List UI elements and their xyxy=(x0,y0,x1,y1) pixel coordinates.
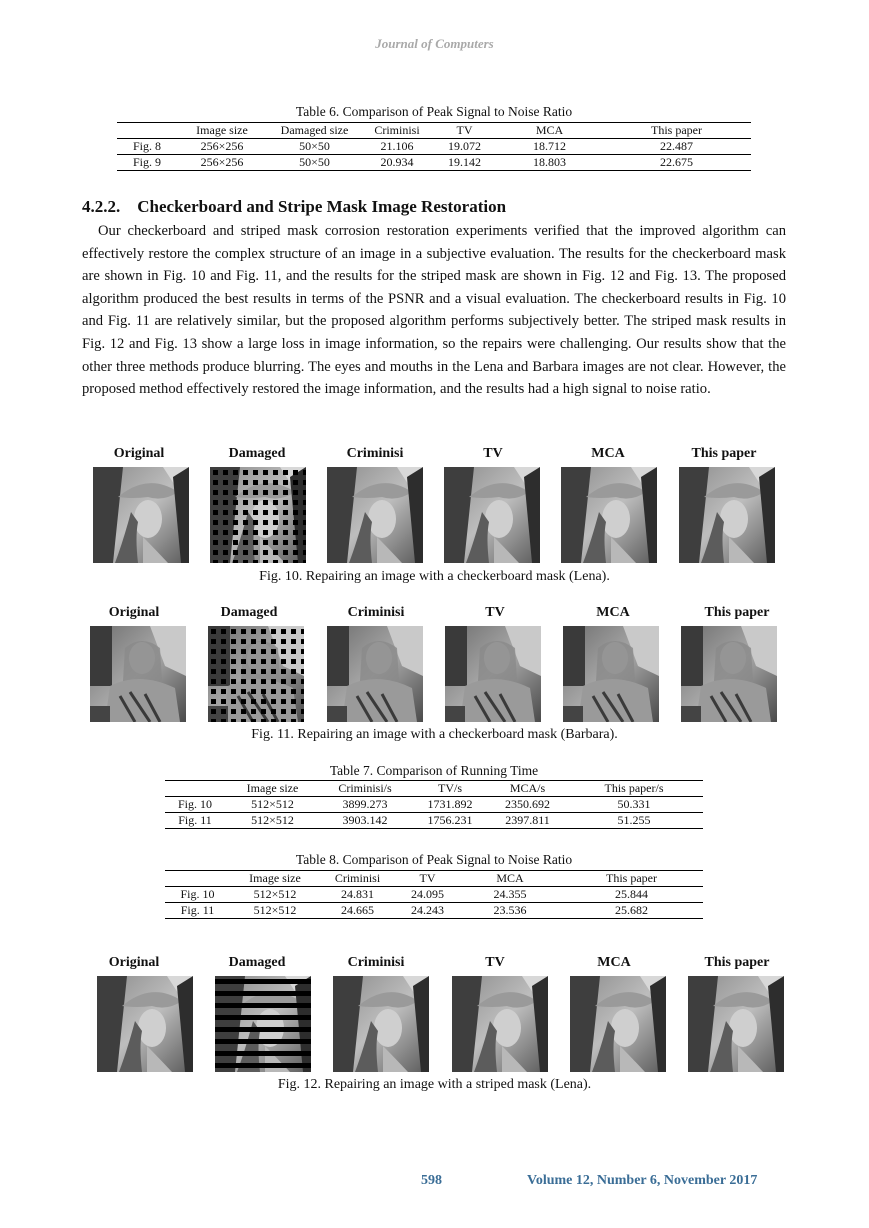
fig10-criminisi-image xyxy=(327,467,423,563)
table-cell: 19.072 xyxy=(432,139,497,155)
table6-header-criminisi: Criminisi xyxy=(362,123,432,139)
table8-header-this-paper: This paper xyxy=(560,871,703,887)
table6-header-this-paper: This paper xyxy=(602,123,751,139)
fig12-label-criminisi: Criminisi xyxy=(347,955,405,970)
table7-header-image-size: Image size xyxy=(225,781,320,797)
fig10-tv-image xyxy=(444,467,540,563)
table-cell: 3903.142 xyxy=(320,813,410,829)
table-cell: 256×256 xyxy=(177,155,267,171)
table8-header-0 xyxy=(165,871,230,887)
fig10-damaged-image xyxy=(210,467,306,563)
table-cell: 512×512 xyxy=(225,797,320,813)
fig11-label-damaged: Damaged xyxy=(220,605,278,620)
fig10-label-this-paper: This paper xyxy=(691,446,757,461)
fig11-label-tv: TV xyxy=(485,605,505,620)
table-cell: 19.142 xyxy=(432,155,497,171)
table6-header-image-size: Image size xyxy=(177,123,267,139)
table-cell: 50.331 xyxy=(565,797,703,813)
fig11-criminisi-image xyxy=(327,626,423,722)
fig10-label-damaged: Damaged xyxy=(228,446,286,461)
table-cell: Fig. 11 xyxy=(165,903,230,919)
table-cell: 24.831 xyxy=(320,887,395,903)
fig11-label-mca: MCA xyxy=(596,605,630,620)
table7-header-0 xyxy=(165,781,225,797)
table-cell: 1756.231 xyxy=(410,813,490,829)
fig11-caption: Fig. 11. Repairing an image with a checkerboard mask (Barbara). xyxy=(251,727,618,742)
table8-header-mca: MCA xyxy=(460,871,560,887)
table6-header-mca: MCA xyxy=(497,123,602,139)
table-cell: 2350.692 xyxy=(490,797,565,813)
fig12-label-tv: TV xyxy=(485,955,505,970)
table-cell: 50×50 xyxy=(267,139,362,155)
fig12-label-original: Original xyxy=(108,955,160,970)
table-cell: 20.934 xyxy=(362,155,432,171)
fig12-caption: Fig. 12. Repairing an image with a striped mask (Lena). xyxy=(277,1077,592,1092)
table-cell: 22.487 xyxy=(602,139,751,155)
fig12-damaged-image xyxy=(215,976,311,1072)
table-cell: 18.803 xyxy=(497,155,602,171)
table-row xyxy=(117,155,751,171)
table8-header-tv: TV xyxy=(395,871,460,887)
fig11-this-paper-image xyxy=(681,626,777,722)
table-row xyxy=(165,887,703,903)
table7-header-criminisi: Criminisi/s xyxy=(320,781,410,797)
table8 xyxy=(165,870,703,919)
table-cell: 51.255 xyxy=(565,813,703,829)
fig10-caption: Fig. 10. Repairing an image with a checkerboard mask (Lena). xyxy=(259,569,610,584)
fig12-label-this-paper: This paper xyxy=(704,955,770,970)
table-cell: Fig. 8 xyxy=(117,139,177,155)
table-cell: 512×512 xyxy=(225,813,320,829)
table8-header-criminisi: Criminisi xyxy=(320,871,395,887)
table-cell: 18.712 xyxy=(497,139,602,155)
table-cell: Fig. 9 xyxy=(117,155,177,171)
table-cell: 23.536 xyxy=(460,903,560,919)
table-cell: 3899.273 xyxy=(320,797,410,813)
table-row xyxy=(117,139,751,155)
fig12-this-paper-image xyxy=(688,976,784,1072)
fig12-criminisi-image xyxy=(333,976,429,1072)
section-heading: 4.2.2. Checkerboard and Stripe Mask Image Restoration xyxy=(82,197,507,216)
table-cell: 25.844 xyxy=(560,887,703,903)
table6-header-tv: TV xyxy=(432,123,497,139)
table-cell: 25.682 xyxy=(560,903,703,919)
fig10-label-mca: MCA xyxy=(591,446,625,461)
fig11-tv-image xyxy=(445,626,541,722)
fig11-original-image xyxy=(90,626,186,722)
fig10-label-criminisi: Criminisi xyxy=(346,446,404,461)
table-cell: 21.106 xyxy=(362,139,432,155)
table-row xyxy=(165,797,703,813)
table-cell: 1731.892 xyxy=(410,797,490,813)
fig12-original-image xyxy=(97,976,193,1072)
table-cell: Fig. 10 xyxy=(165,797,225,813)
table6-header-damaged-size: Damaged size xyxy=(267,123,362,139)
fig12-mca-image xyxy=(570,976,666,1072)
table-row xyxy=(165,813,703,829)
table-cell: Fig. 10 xyxy=(165,887,230,903)
fig10-label-tv: TV xyxy=(483,446,503,461)
table-cell: 512×512 xyxy=(230,903,320,919)
table6-header-0 xyxy=(117,123,177,139)
table7-header-tv: TV/s xyxy=(410,781,490,797)
table8-caption: Table 8. Comparison of Peak Signal to Noise Ratio xyxy=(295,852,573,867)
table-cell: 24.243 xyxy=(395,903,460,919)
table-cell: 50×50 xyxy=(267,155,362,171)
table8-header-image-size: Image size xyxy=(230,871,320,887)
fig11-damaged-image xyxy=(208,626,304,722)
fig10-original-image xyxy=(93,467,189,563)
section-paragraph: Our checkerboard and striped mask corrosion restoration experiments verified that the improved algorithm can effectively restore the complex structure of an image in a subjective evaluation. The results for the checkerboard mask are shown in Fig. 10 and Fig. 11, and the results for the striped mask are shown in Fig. 12 and Fig. 13. The proposed algorithm produced the best results in terms of the PSNR and a visual evaluation. The checkerboard results in Fig. 10 and Fig. 11 are relatively similar, but the proposed algorithm performs subjectively better. The striped mask results in Fig. 12 and Fig. 13 show a large loss in image information, so the repairs were challenging. Our results show that the other three methods produce blurring. The eyes and mouths in the Lena and Barbara images are not clear. However, the proposed method effectively restored the image information, and the results had a high signal to noise ratio. xyxy=(82,223,786,398)
fig10-mca-image xyxy=(561,467,657,563)
fig11-label-this-paper: This paper xyxy=(704,605,770,620)
fig12-tv-image xyxy=(452,976,548,1072)
table-cell: 24.355 xyxy=(460,887,560,903)
table-cell: Fig. 11 xyxy=(165,813,225,829)
table-cell: 22.675 xyxy=(602,155,751,171)
fig12-label-damaged: Damaged xyxy=(228,955,286,970)
table-cell: 24.095 xyxy=(395,887,460,903)
fig10-this-paper-image xyxy=(679,467,775,563)
fig11-label-original: Original xyxy=(108,605,160,620)
volume-info: Volume 12, Number 6, November 2017 xyxy=(527,1173,758,1188)
table7-caption: Table 7. Comparison of Running Time xyxy=(329,763,539,778)
fig11-label-criminisi: Criminisi xyxy=(347,605,405,620)
table6 xyxy=(117,122,751,171)
table7-header-mca: MCA/s xyxy=(490,781,565,797)
table6-caption: Table 6. Comparison of Peak Signal to Noise Ratio xyxy=(295,104,573,119)
table-cell: 512×512 xyxy=(230,887,320,903)
table-cell: 24.665 xyxy=(320,903,395,919)
fig11-mca-image xyxy=(563,626,659,722)
table7-header-this-paper: This paper/s xyxy=(565,781,703,797)
fig12-label-mca: MCA xyxy=(597,955,631,970)
fig10-label-original: Original xyxy=(113,446,165,461)
table7 xyxy=(165,780,703,829)
table-cell: 256×256 xyxy=(177,139,267,155)
table-cell: 2397.811 xyxy=(490,813,565,829)
page-number: 598 xyxy=(421,1173,442,1188)
table-row xyxy=(165,903,703,919)
journal-title: Journal of Computers xyxy=(375,36,494,51)
